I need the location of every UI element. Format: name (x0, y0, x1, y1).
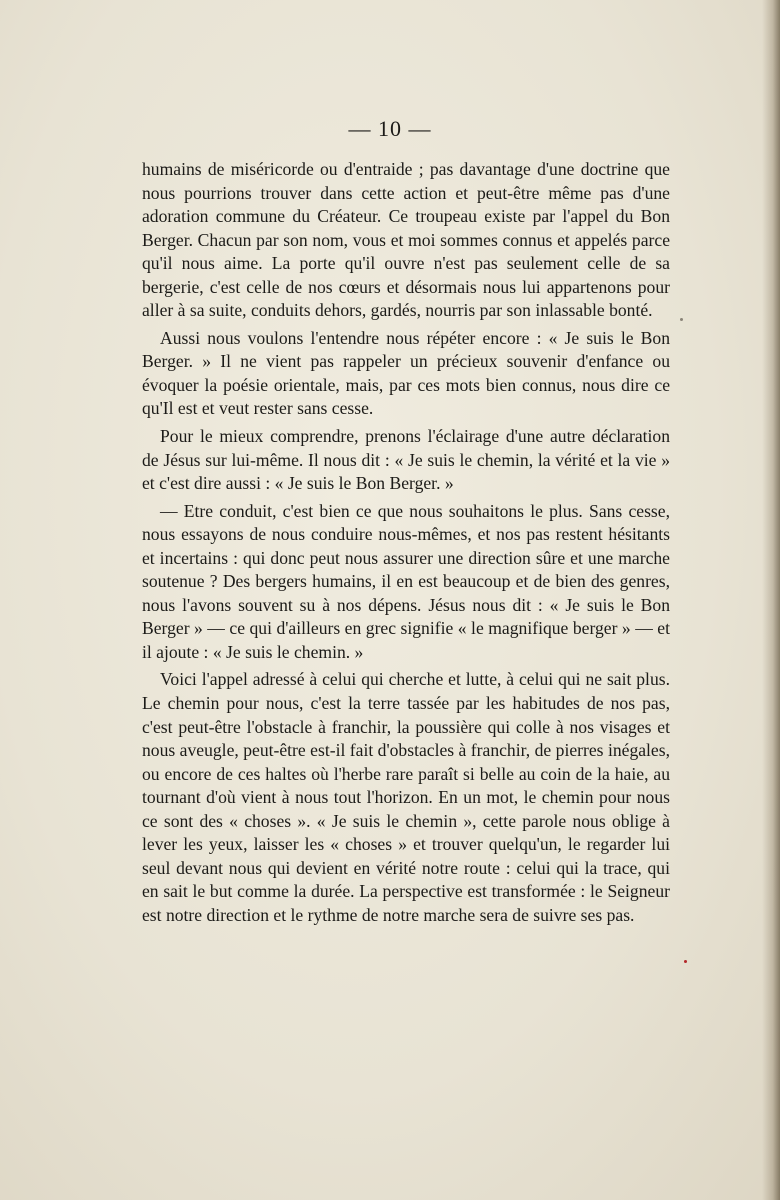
page-spine-shadow (762, 0, 780, 1200)
paragraph-3: Pour le mieux comprendre, prenons l'éclairage d'une autre déclaration de Jésus sur lui-même. Il nous dit : « Je suis le chemin, la vérité et la vie » et c'est dire aussi : « Je suis le Bon Berger. » (142, 426, 670, 494)
paragraph-2: Aussi nous voulons l'entendre nous répéter encore : « Je suis le Bon Berger. » Il ne vient pas rappeler un précieux souvenir d'enfance ou évoquer la poésie orientale, mais, par ces mots bien connus, nous dire ce qu'Il est et veut rester sans cesse. (142, 327, 670, 419)
margin-speck (680, 318, 683, 321)
page-number: — 10 — (348, 116, 432, 141)
paragraph-4: — Etre conduit, c'est bien ce que nous souhaitons le plus. Sans cesse, nous essayons de nous conduire nous-mêmes, et nos pas restent hésitants et incertains : qui donc peut nous assurer une direction sûre et une marche soutenue ? Des bergers humains, il en est beaucoup et de bien des genres, nous l'avons souvent su à nos dépens. Jésus nous dit : « Je suis le Bon Berger » — ce qui d'ailleurs en grec signifie « le magnifique berger » — et il ajoute : « Je suis le chemin. » (142, 500, 670, 662)
margin-red-mark (684, 960, 687, 963)
body-text (142, 158, 670, 932)
paragraph-5: Voici l'appel adressé à celui qui cherche et lutte, à celui qui ne sait plus. Le chemin pour nous, c'est la terre tassée par les habitudes de nos pas, c'est peut-être l'obstacle à franchir, la poussière qui colle à nos visages et nous aveugle, peut-être est-il fait d'obstacles à franchir, de pierres inégales, ou encore de ces haltes où l'herbe rare paraît si belle au coin de la haie, au tournant d'où vient à nous tout l'horizon. En un mot, le chemin pour nous ce sont des « choses ». « Je suis le chemin », cette parole nous oblige à lever les yeux, laisser les « choses » et trouver quelqu'un, le regarder lui seul devant nous qui devient en vérité notre route : celui qui la trace, qui en sait le but comme la durée. La perspective est transformée : le Seigneur est notre direction et le rythme de notre marche sera de suivre ses pas. (142, 669, 670, 925)
paragraph-1: humains de miséricorde ou d'entraide ; pas davantage d'une doctrine que nous pourrions trouver dans cette action et peut-être même pas d'une adoration commune du Créateur. Ce troupeau existe par l'appel du Bon Berger. Chacun par son nom, vous et moi sommes connus et appelés parce qu'il nous aime. La porte qu'il ouvre n'est pas seulement celle de sa bergerie, c'est celle de nos cœurs et désormais nous lui appartenons pour aller à sa suite, conduits dehors, gardés, nourris par son inlassable bonté. (142, 159, 670, 321)
